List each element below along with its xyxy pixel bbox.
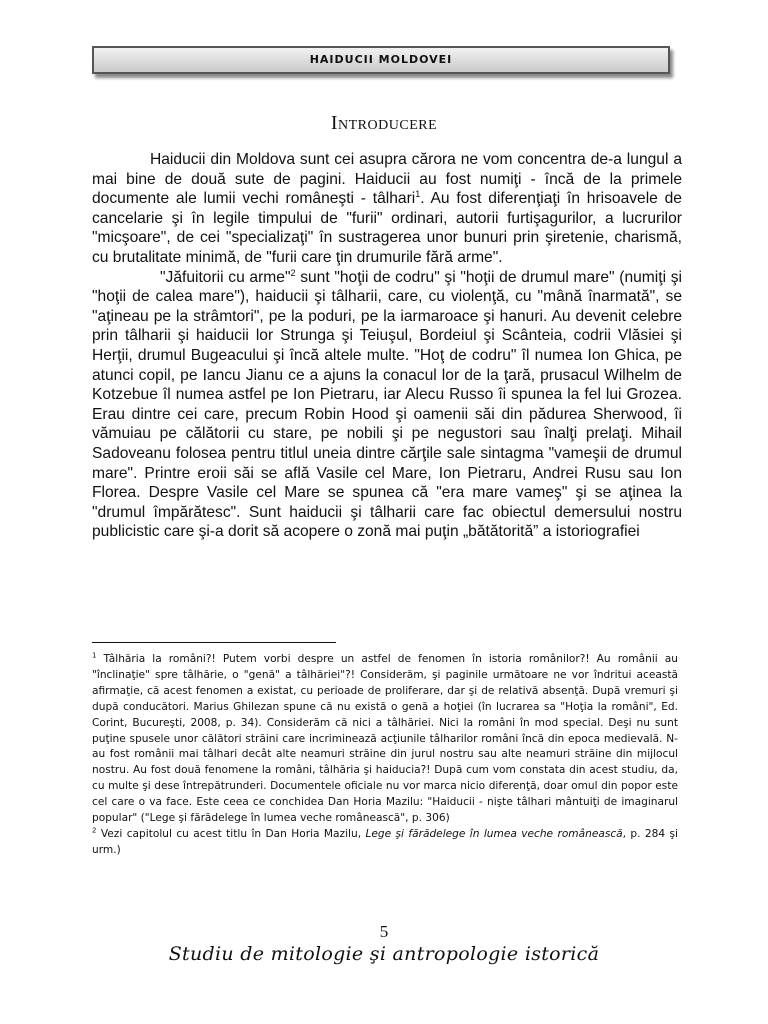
- running-header-title: HAIDUCII MOLDOVEI: [309, 53, 453, 66]
- paragraph-1-text-b: . Au fost diferenţiaţi în hrisoavele de cancelarie şi în legile timpului de "furii" ordinari, autorii furtişagurilor, a lucrurilor "micşoare", de cei "specializaţi" în sustragerea unor bunuri prin şiretenie, charismă, cu brutalitate minimă, de "furii care ţin drumurile fără arme".: [92, 190, 682, 266]
- page-number: 5: [379, 922, 389, 941]
- page-title: Introducere: [330, 112, 438, 134]
- footnotes: [92, 652, 678, 859]
- footnote-ref-1: 1: [415, 189, 421, 199]
- footnote-2-book-title: Lege şi fărădelege în lumea veche românească: [365, 827, 623, 840]
- paragraph-1-text-a: Haiducii din Moldova sunt cei asupra cărora ne vom concentra de-a lungul a mai bine de două sute de pagini. Haiducii au fost numiţi - încă de la primele documente ale lumii vechi româneşti - tâlhari: [92, 151, 682, 208]
- main-text: [92, 150, 682, 542]
- footnote-1-mark: 1: [92, 651, 97, 660]
- footnote-separator: [92, 642, 336, 643]
- footnote-2-text-a: Vezi capitolul cu acest titlu în Dan Horia Mazilu,: [96, 827, 366, 840]
- footnote-2-text-b: , p. 284 şi urm.): [92, 827, 678, 856]
- footnote-1-text: Tâlhăria la români?! Putem vorbi despre un astfel de fenomen în istoria românilor?! Au românii au "înclinaţie" spre tâlhărie, o "genă" a tâlhăriei"?! Considerăm, şi paginile următoare ne vor îndritui această afirmaţie, că acest fenomen a existat, cu perioade de proliferare, dar şi de relativă absenţă. După vremuri şi după conducători. Marius Ghilezan spune că nu există o genă a hoţiei (în lucrarea sa "Hoţia la români", Ed. Corint, Bucureşti, 2008, p. 34). Considerăm că nici a tâlhăriei. Nici la români în mod special. Deşi nu sunt puţine spusele unor călători străini care incriminează acţiunile tâlharilor români încă din epoca medievală. N-au fost românii mai tâlhari decât alte neamuri străine din jurul nostru sau alte neamuri străine din mijlocul nostru. Au fost două fenomene la români, tâlhăria şi haiducia?! După cum vom constata din acest studiu, da, cu multe şi dese întrepătrunderi. Documentele oficiale nu vor marca nicio diferenţă, doar omul din popor este cel care o va face. Este ceea ce conchidea Dan Horia Mazilu: "Haiducii - nişte tâlhari mântuiţi de imaginarul popular" ("Lege şi fărădelege în lumea veche românească", p. 306): [92, 653, 678, 825]
- book-subtitle-footer: Studiu de mitologie şi antropologie istorică: [168, 943, 600, 965]
- running-header: [92, 46, 670, 74]
- footnote-2: [92, 827, 678, 859]
- footnote-ref-2: 2: [290, 267, 296, 278]
- footnote-2-mark: 2: [92, 826, 97, 835]
- paragraph-1: [92, 150, 682, 268]
- paragraph-2: [92, 268, 682, 542]
- footnote-1: [92, 652, 678, 827]
- paragraph-2-text-b: sunt "hoţii de codru" şi "hoţii de drumul mare" (numiţi şi "hoţii de calea mare"), haiducii şi tâlharii, care, cu violenţă, cu "mână înarmată", se "aţineau pe la strâmtori", pe la poduri, pe la iarmaroace şi hanuri. Au devenit celebre prin tâlharii şi haiducii lor Strunga şi Teiuşul, Bordeiul şi Scânteia, codrii Vlăsiei şi Herţii, drumul Bugeacului şi încă altele multe. "Hoţ de codru" îl numea Ion Ghica, pe atunci copil, pe Iancu Jianu ce a ajuns la conacul lor de la ţară, prusacul Wilhelm de Kotzebue îl numea astfel pe Ion Pietraru, iar Alecu Russo îi spunea la fel lui Grozea. Erau dintre cei care, precum Robin Hood şi oamenii săi din pădurea Sherwood, îi vămuiau pe călătorii cu stare, pe nobili şi pe negustori sau înalţi prelaţi. Mihail Sadoveanu folosea pentru titlul uneia dintre cărţile sale sintagma "vameşii de drumul mare". Printre eroii săi se află Vasile cel Mare, Ion Pietraru, Andrei Rusu sau Ion Florea. Despre Vasile cel Mare se spunea că "era mare vameş" şi se aţinea la "drumul împărătesc". Sunt haiducii şi tâlharii care fac obiectul demersului nostru publicistic care şi-a dorit să acopere o zonă mai puţin „bătătorită” a istoriografiei: [92, 268, 682, 541]
- paragraph-2-text-a: "Jăfuitorii cu arme": [160, 268, 291, 286]
